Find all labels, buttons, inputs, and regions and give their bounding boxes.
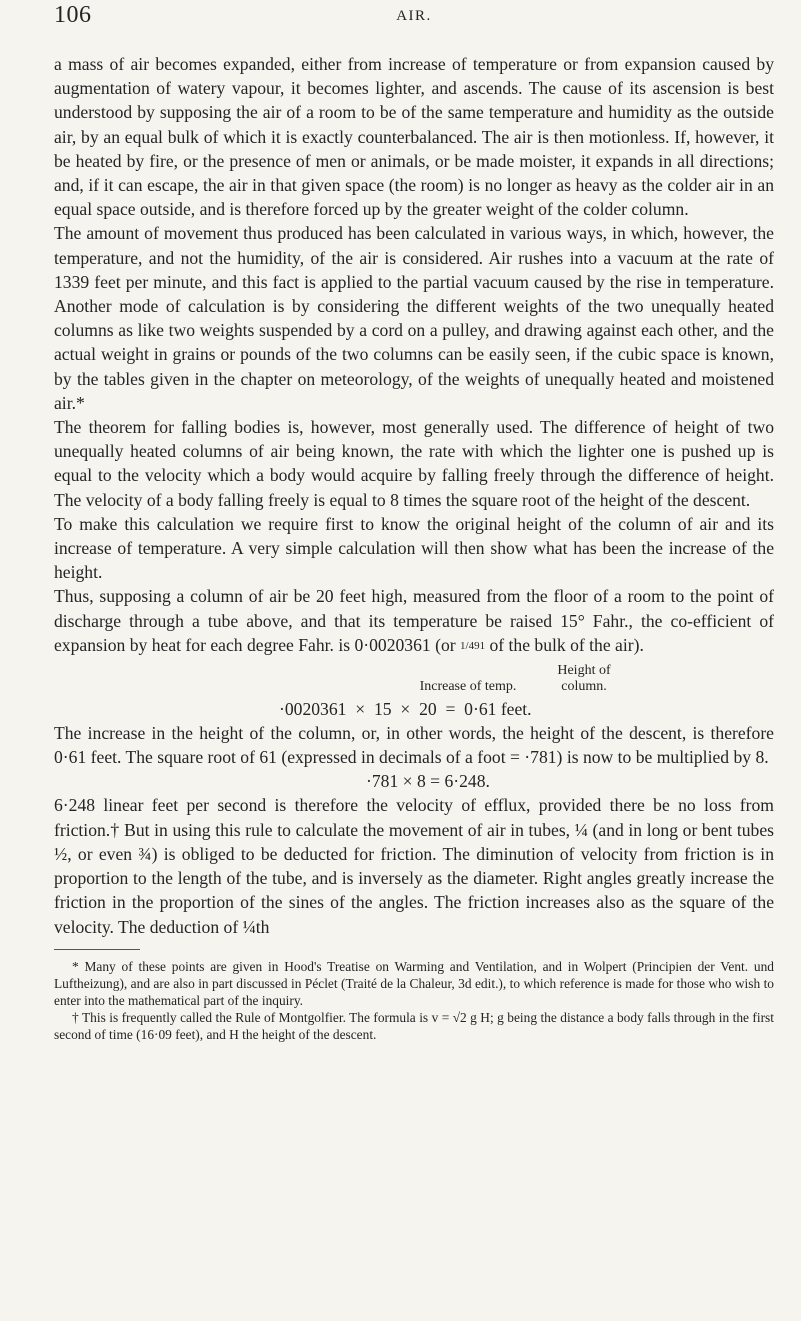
footnote — [54, 958, 774, 1009]
footnote — [54, 1009, 774, 1043]
equation: ·781 × 8 = 6·248. — [366, 771, 490, 792]
paragraph — [54, 584, 774, 657]
footnote-text: * Many of these points are given in Hood's Treatise on Warming and Ventilation, and in Wolpert (Principien der Vent. und Luftheizung), and are also in part discussed in Péclet (Traité de la Chaleur, 3d edit.), to which reference is made for those who wish to enter into the mathematical part of the inquiry. — [54, 958, 774, 1008]
paragraph: 6·248 linear feet per second is therefore the velocity of efflux, provided there be no loss from friction.† But in using this rule to calculate the movement of air in tubes, ¼ (and in long or bent tubes ½, or even ¾) is obliged to be deducted for friction. The diminution of velocity from friction is in proportion to the length of the tube, and is inversely as the diameter. Right angles greatly increase the friction in the proportion of the sines of the angles. The friction increases also as the square of the velocity. The deduction of ¼th — [54, 795, 774, 937]
equation: ·0020361 × 15 × 20 = 0·61 feet. — [279, 699, 532, 720]
paragraph: The theorem for falling bodies is, however, most generally used. The difference of height of two unequally heated columns of air being known, the rate with which the lighter one is pushed up is equal to the velocity which a body would acquire by falling freely through the difference of height. The velocity of a body falling freely is equal to 8 times the square root of the height of the descent. — [54, 417, 774, 510]
footnotes — [54, 958, 774, 1043]
page-header — [54, 0, 774, 52]
column-headings — [414, 663, 774, 695]
footnote-text: † This is frequently called the Rule of Montgolfier. The formula is v = √2 g H; g being the distance a body falls through in the first second of time (16·09 feet), and H the height of the descent. — [54, 1009, 774, 1042]
footnote-rule — [54, 949, 140, 950]
paragraph-text: Thus, supposing a column of air be 20 feet high, measured from the floor of a room to the point of discharge through a tube above, and that its temperature be raised 15° Fahr., the co-efficient of expansion by heat for each degree Fahr. is 0·0020361 (or — [54, 586, 774, 655]
paragraph: To make this calculation we require first to know the original height of the column of air and its increase of temperature. A very simple calculation will then show what has been the increase of the height. — [54, 513, 774, 583]
heading-height-column: Height of column. — [557, 663, 611, 695]
main-text — [54, 52, 774, 939]
paragraph-text: of the bulk of the air). — [489, 634, 644, 655]
page-number: 106 — [54, 2, 92, 28]
paragraph: The increase in the height of the column, or, in other words, the height of the descent, is therefore 0·61 feet. The square root of 61 (expressed in decimals of a foot = ·781) is now to be multiplied by 8. — [54, 723, 774, 768]
fraction: 1/491 — [460, 639, 486, 652]
heading-increase-temp: Increase of temp. — [419, 679, 517, 695]
paragraph: a mass of air becomes expanded, either from increase of temperature or from expansion caused by augmentation of watery vapour, it becomes lighter, and ascends. The cause of its ascension is best understood by supposing the air of a room to be of the same temperature and humidity as the outside air, by an equal bulk of which it is exactly counterbalanced. The air is then motionless. If, however, it be heated by fire, or the presence of men or animals, or be made moister, it expands in all directions; and, if it can escape, the air in that given space (the room) is no longer as heavy as the colder air in an equal space outside, and is therefore forced up by the greater weight of the colder column. — [54, 54, 774, 220]
running-head: AIR. — [396, 8, 432, 24]
paragraph: The amount of movement thus produced has been calculated in various ways, in which, however, the temperature, and not the humidity, of the air is considered. Air rushes into a vacuum at the rate of 1339 feet per minute, and this fact is applied to the partial vacuum caused by the rise in temperature. Another mode of calculation is by considering the different weights of the two unequally heated columns as like two weights suspended by a cord on a pulley, and drawing against each other, and the actual weight in grains or pounds of the two columns can be easily seen, if the cubic space is known, by the tables given in the chapter on meteorology, of the weights of unequally heated and moistened air.* — [54, 223, 774, 413]
